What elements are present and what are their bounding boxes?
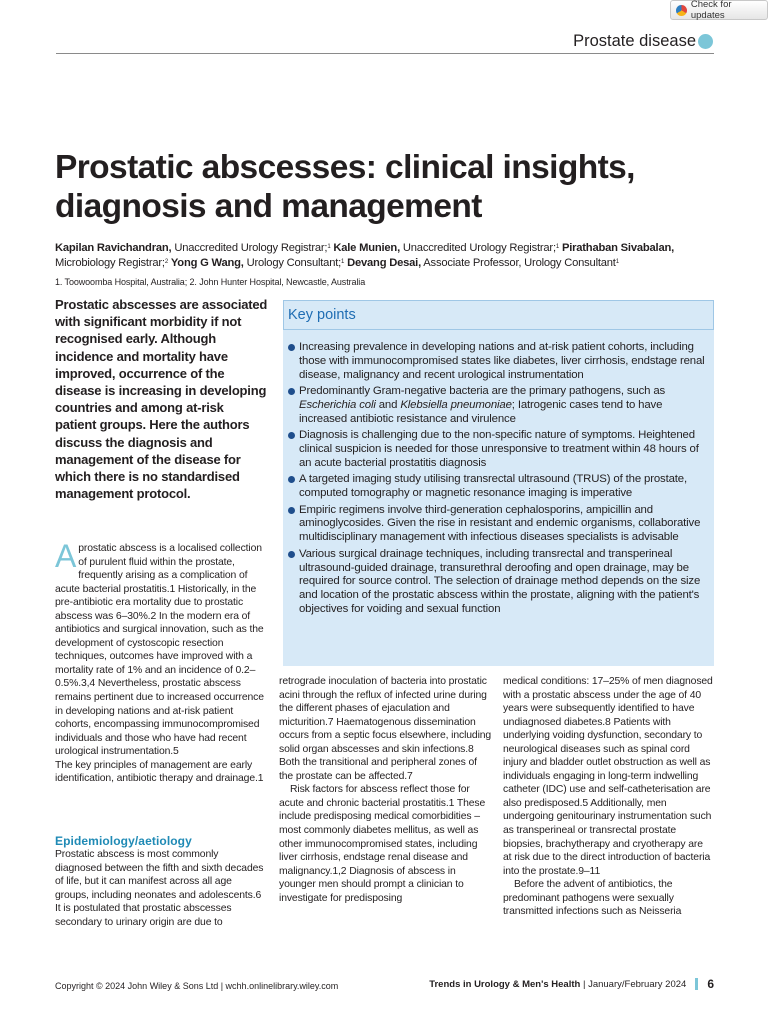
author-name: Yong G Wang, [170, 257, 244, 270]
body-column-1-continued [55, 848, 265, 929]
footer-copyright: Copyright © 2024 John Wiley & Sons Ltd | wchh.onlinelibrary.wiley.com [55, 981, 339, 991]
footer-journal-name: Trends in Urology & Men's Health [429, 978, 581, 990]
drop-cap: A [55, 538, 77, 574]
author-name: Kapilan Ravichandran, [55, 242, 172, 254]
header-rule [56, 53, 714, 54]
body-paragraph: medical conditions: 17–25% of men diagnosed with a prostatic abscess under the age of 40 years were subsequently identified to have undiagnosed diabetes.8 Patients with underlying voiding dysfunction, secondary to neurological diseases such as spinal cord injury and bladder outlet obstruction as well as individuals engaging in long-term indwelling catheter (IDC) use and self-catheterisation are also predisposed.5 Additionally, men undergoing genitourinary instrumentation such as transperineal or transrectal prostate biopsies, brachytherapy and cryotherapy are at risk due to the direct introduction of bacteria into the prostate.9–11 [503, 676, 713, 877]
body-paragraph: The key principles of management are early identification, antibiotic therapy and drainage.1 [55, 759, 264, 785]
body-paragraph: retrograde inoculation of bacteria into prostatic acini through the reflux of infected urine during the different phases of ejaculation and micturition.7 Haematogenous dissemination occurs from a septic focus elsewhere, including solid organ abscesses and skin infections.8 Both the transitional and peripheral zones of the prostate can be affected.7 [279, 676, 492, 782]
key-point-item: Various surgical drainage techniques, including transrectal and transperineal ultrasound-guided drainage, transurethral deroofing and open drainage, may be required for source control. The selection of drainage method depends on the size and location of the prostatic abscess within the prostate, aligning with the patient's objectives for voiding and sexual function [287, 548, 707, 618]
section-dot-icon [698, 34, 713, 49]
standfirst: Prostatic abscesses are associated with significant morbidity if not recognised early. Although incidence and mortality have improved, occurrence of the disease is increasing in developing countries and among at-risk patient groups. Here the authors discuss the diagnosis and management of the disease for which there is no standardised management protocol. [55, 297, 268, 502]
body-column-3 [503, 675, 714, 919]
author-aff: 1 [555, 244, 560, 250]
check-for-updates-label: Check for updates [690, 0, 732, 21]
footer-divider [695, 978, 698, 990]
section-label: Prostate disease [573, 32, 696, 50]
page-number: 6 [707, 977, 714, 991]
affiliations: 1. Toowoomba Hospital, Australia; 2. John Hunter Hospital, Newcastle, Australia [55, 277, 366, 287]
author-role: Urology Consultant; [243, 257, 342, 270]
author-role: Unaccredited Urology Registrar; [171, 242, 328, 254]
author-aff: 1 [341, 259, 345, 266]
section-heading-epidemiology: Epidemiology/aetiology [55, 834, 192, 848]
body-paragraph: Risk factors for abscess reflect those for acute and chronic bacterial prostatitis.1 These include predisposing medical comorbidities – most commonly diabetes mellitus, as well as other immunocompromised states, including liver cirrhosis, endstage renal disease and malignancy.1,2 Diagnosis of abscess in younger men should prompt a clinician to investigate for predisposing [279, 784, 486, 904]
key-point-item: Predominantly Gram-negative bacteria are the primary pathogens, such as Escherichia coli and Klebsiella pneumoniae; Iatrogenic cases tend to have increased antibiotic resistance and virulence [287, 385, 707, 427]
key-point-item: Empiric regimens involve third-generation cephalosporins, ampicillin and aminoglycosides. Given the rise in resistant and endemic organisms, collaborative multidisciplinary management with infectious diseases specialists is advisable [287, 504, 707, 546]
crossmark-icon [676, 5, 687, 16]
author-name: Pirathaban Sivabalan, [561, 242, 675, 254]
author-role: Unaccredited Urology Registrar; [399, 242, 556, 254]
body-column-1 [55, 538, 265, 786]
key-point-item: A targeted imaging study utilising transrectal ultrasound (TRUS) of the prostate, computed tomography or magnetic resonance imaging is imperative [287, 473, 707, 501]
footer-issue: | January/February 2024 [580, 978, 687, 990]
key-points-title: Key points [288, 307, 356, 323]
check-for-updates-button[interactable] [670, 0, 768, 20]
body-paragraph: prostatic abscess is a localised collection of purulent fluid within the prostate, frequently arising as a complication of acute bacterial prostatitis.1 Historically, in the pre-antibiotic era mortality due to prostatic abscess was 6–30%.2 In the modern era of antibiotics and surgical innovation, such as the development of cystoscopic resection techniques, outcomes have improved with a mortality rate of 1% and an incidence of 0.2–0.5%.3,4 Nevertheless, prostatic abscess remains pertinent due to increased occurrence in developing nations and at-risk patient cohorts, encompassing immunocompromised individuals and those who have had recent urological instrumentation.5 [55, 543, 264, 758]
author-name: Devang Desai, [347, 257, 421, 270]
body-column-2 [279, 675, 492, 905]
author-role: Associate Professor, Urology Consultant [421, 257, 616, 270]
key-point-item: Diagnosis is challenging due to the non-specific nature of symptoms. Heightened clinical suspicion is needed for those unresponsive to treatment within 48 hours of an acute bacterial prostatitis diagnosis [287, 429, 707, 471]
body-paragraph: Prostatic abscess is most commonly diagnosed between the fifth and sixth decades of life, but it can manifest across all age groups, including neonates and adolescents.6 It is postulated that prostatic abscesses secondary to urinary origin are due to [55, 849, 264, 928]
author-aff: 1 [615, 259, 619, 266]
author-role: Microbiology Registrar; [55, 257, 165, 270]
author-aff: 2 [164, 259, 168, 266]
article-title: Prostatic abscesses: clinical insights, diagnosis and management [55, 149, 635, 225]
footer-journal-info [429, 977, 714, 991]
key-point-item: Increasing prevalence in developing nations and at-risk patient cohorts, including those with immunocompromised states like diabetes, liver cirrhosis, endstage renal disease, malignancy and recent urological instrumentation [287, 341, 707, 383]
key-points-list [287, 341, 707, 620]
author-name: Kale Munien, [333, 242, 400, 254]
body-paragraph: Before the advent of antibiotics, the predominant pathogens were sexually transmitted infections such as Neisseria [503, 879, 682, 918]
author-aff: 1 [327, 244, 331, 250]
author-list [55, 241, 720, 272]
